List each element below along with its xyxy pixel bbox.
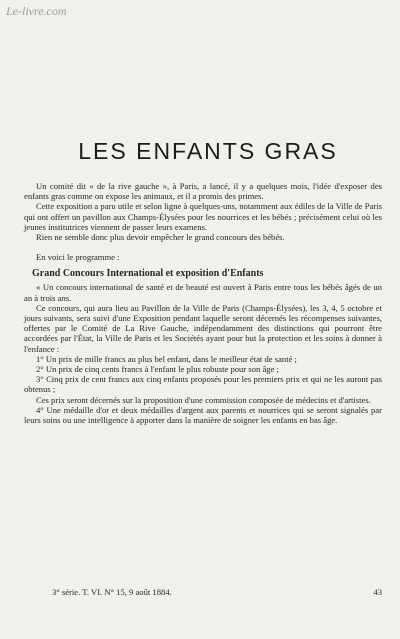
document-page <box>24 138 382 425</box>
page-footer <box>52 587 382 597</box>
program-item-7: 4° Une médaille d'or et deux médailles d'argent aux parents et nourrices qui se seront signalés par leurs soins ou une intelligence à apporter dans la manière de soigner les enfants en bas âge. <box>24 404 382 426</box>
program-item-4: 2° Un prix de cinq cents francs à l'enfant le plus robuste pour son âge ; <box>36 364 279 375</box>
program-item-5: 3° Cinq prix de cent francs aux cinq enfants proposés pour les premiers prix et qui ne les auront pas obtenus ; <box>24 374 382 395</box>
page-title: LES ENFANTS GRAS <box>78 138 338 164</box>
program-item-3: 1° Un prix de mille francs au plus bel enfant, dans le meilleur état de santé ; <box>36 353 297 364</box>
program-intro: En voici le programme : <box>36 252 120 263</box>
paragraph-1: Un comité dit « de la rive gauche », à Paris, a lancé, il y a quelques mois, l'idée d'exposer des enfants gras comme on expose les animaux, et il a promis des primes. <box>24 181 382 202</box>
paragraph-2: Cette exposition a paru utile et selon ligne à quelques-uns, notamment aux édiles de la Ville de Paris qui ont offert un pavillon aux Champs-Élysées pour les nourrices et les bébés ; précisément celui où les jeunes institutrices viennent de passer leurs examens. <box>24 201 382 232</box>
watermark: Le-livre.com <box>6 4 67 18</box>
issue-reference: 3° série. T. VI. N° 15, 9 août 1884. <box>52 587 172 597</box>
program-item-1: « Un concours international de santé et de beauté est ouvert à Paris entre tous les bébés âgés de un an à trois ans. <box>24 282 382 303</box>
program-item-6: Ces prix seront décernés sur la proposition d'une commission composée de médecins et d'artistes. <box>36 394 371 405</box>
page-number: 43 <box>373 587 382 597</box>
paragraph-3: Rien ne semble donc plus devoir empêcher le grand concours des bébés. <box>36 232 285 243</box>
section-heading: Grand Concours International et exposition d'Enfants <box>32 268 264 280</box>
program-item-2: Ce concours, qui aura lieu au Pavillon de la Ville de Paris (Champs-Élysées), les 3, 4, 5 octobre et jours suivants, sera suivi d'une Exposition pendant laquelle seront décernés les récompenses suivantes, offertes par le Comité de La Rive Gauche, indépendamment des distinctions qui pourront être accordées par l'État, la Ville de Paris et les Sociétés ayant pour but la protection et les soins à donner à l'enfance : <box>24 302 382 354</box>
